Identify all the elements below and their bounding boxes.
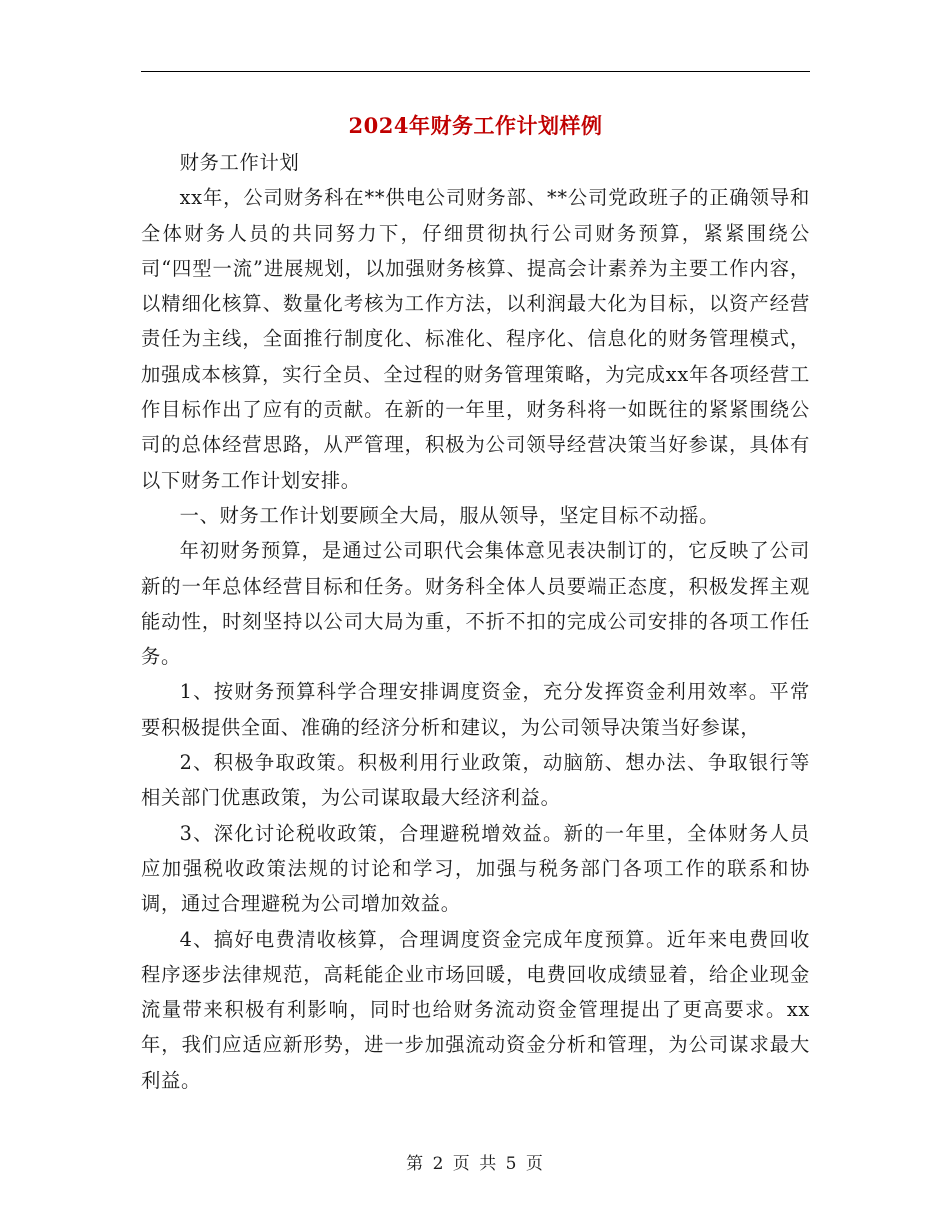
paragraph-heading: 财务工作计划 bbox=[179, 151, 300, 174]
document-title: 2024年财务工作计划样例 bbox=[348, 113, 603, 138]
header-rule bbox=[141, 71, 810, 72]
list-item-4: 4、搞好电费清收核算，合理调度资金完成年度预算。近年来电费回收程序逐步法律规范，高耗能企业市场回暖，电费回收成绩显着，给企业现金流量带来积极有利影响，同时也给财务流动资金管理提出了更高要求。xx年，我们应适应新形势，进一步加强流动资金分析和管理，为公司谋求最大利益。 bbox=[141, 927, 810, 1092]
page-number-footer: 第 2 页 共 5 页 bbox=[406, 1154, 545, 1174]
paragraph-intro: xx年，公司财务科在**供电公司财务部、**公司党政班子的正确领导和全体财务人员的共同努力下，仔细贯彻执行公司财务预算，紧紧围绕公司“四型一流”进展规划，以加强财务核算、提高会计素养为主要工作内容，以精细化核算、数量化考核为工作方法，以利润最大化为目标，以资产经营责任为主线，全面推行制度化、标准化、程序化、信息化的财务管理模式，加强成本核算，实行全员、全过程的财务管理策略，为完成xx年各项经营工作目标作出了应有的贡献。在新的一年里，财务科将一如既往的紧紧围绕公司的总体经营思路，从严管理，积极为公司领导经营决策当好参谋，具体有以下财务工作计划安排。 bbox=[141, 186, 810, 492]
paragraph-budget: 年初财务预算，是通过公司职代会集体意见表决制订的，它反映了公司新的一年总体经营目标和任务。财务科全体人员要端正态度，积极发挥主观能动性，时刻坚持以公司大局为重，不折不扣的完成公司安排的各项工作任务。 bbox=[141, 539, 810, 669]
document-body bbox=[141, 145, 810, 1098]
list-item-2: 2、积极争取政策。积极利用行业政策，动脑筋、想办法、争取银行等相关部门优惠政策，为公司谋取最大经济利益。 bbox=[141, 751, 810, 810]
list-item-3: 3、深化讨论税收政策，合理避税增效益。新的一年里，全体财务人员应加强税收政策法规的讨论和学习，加强与税务部门各项工作的联系和协调，通过合理避税为公司增加效益。 bbox=[141, 821, 810, 916]
section-heading-1: 一、财务工作计划要顾全大局，服从领导，坚定目标不动摇。 bbox=[179, 503, 720, 527]
list-item-1: 1、按财务预算科学合理安排调度资金，充分发挥资金利用效率。平常要积极提供全面、准确的经济分析和建议，为公司领导决策当好参谋， bbox=[141, 680, 810, 739]
